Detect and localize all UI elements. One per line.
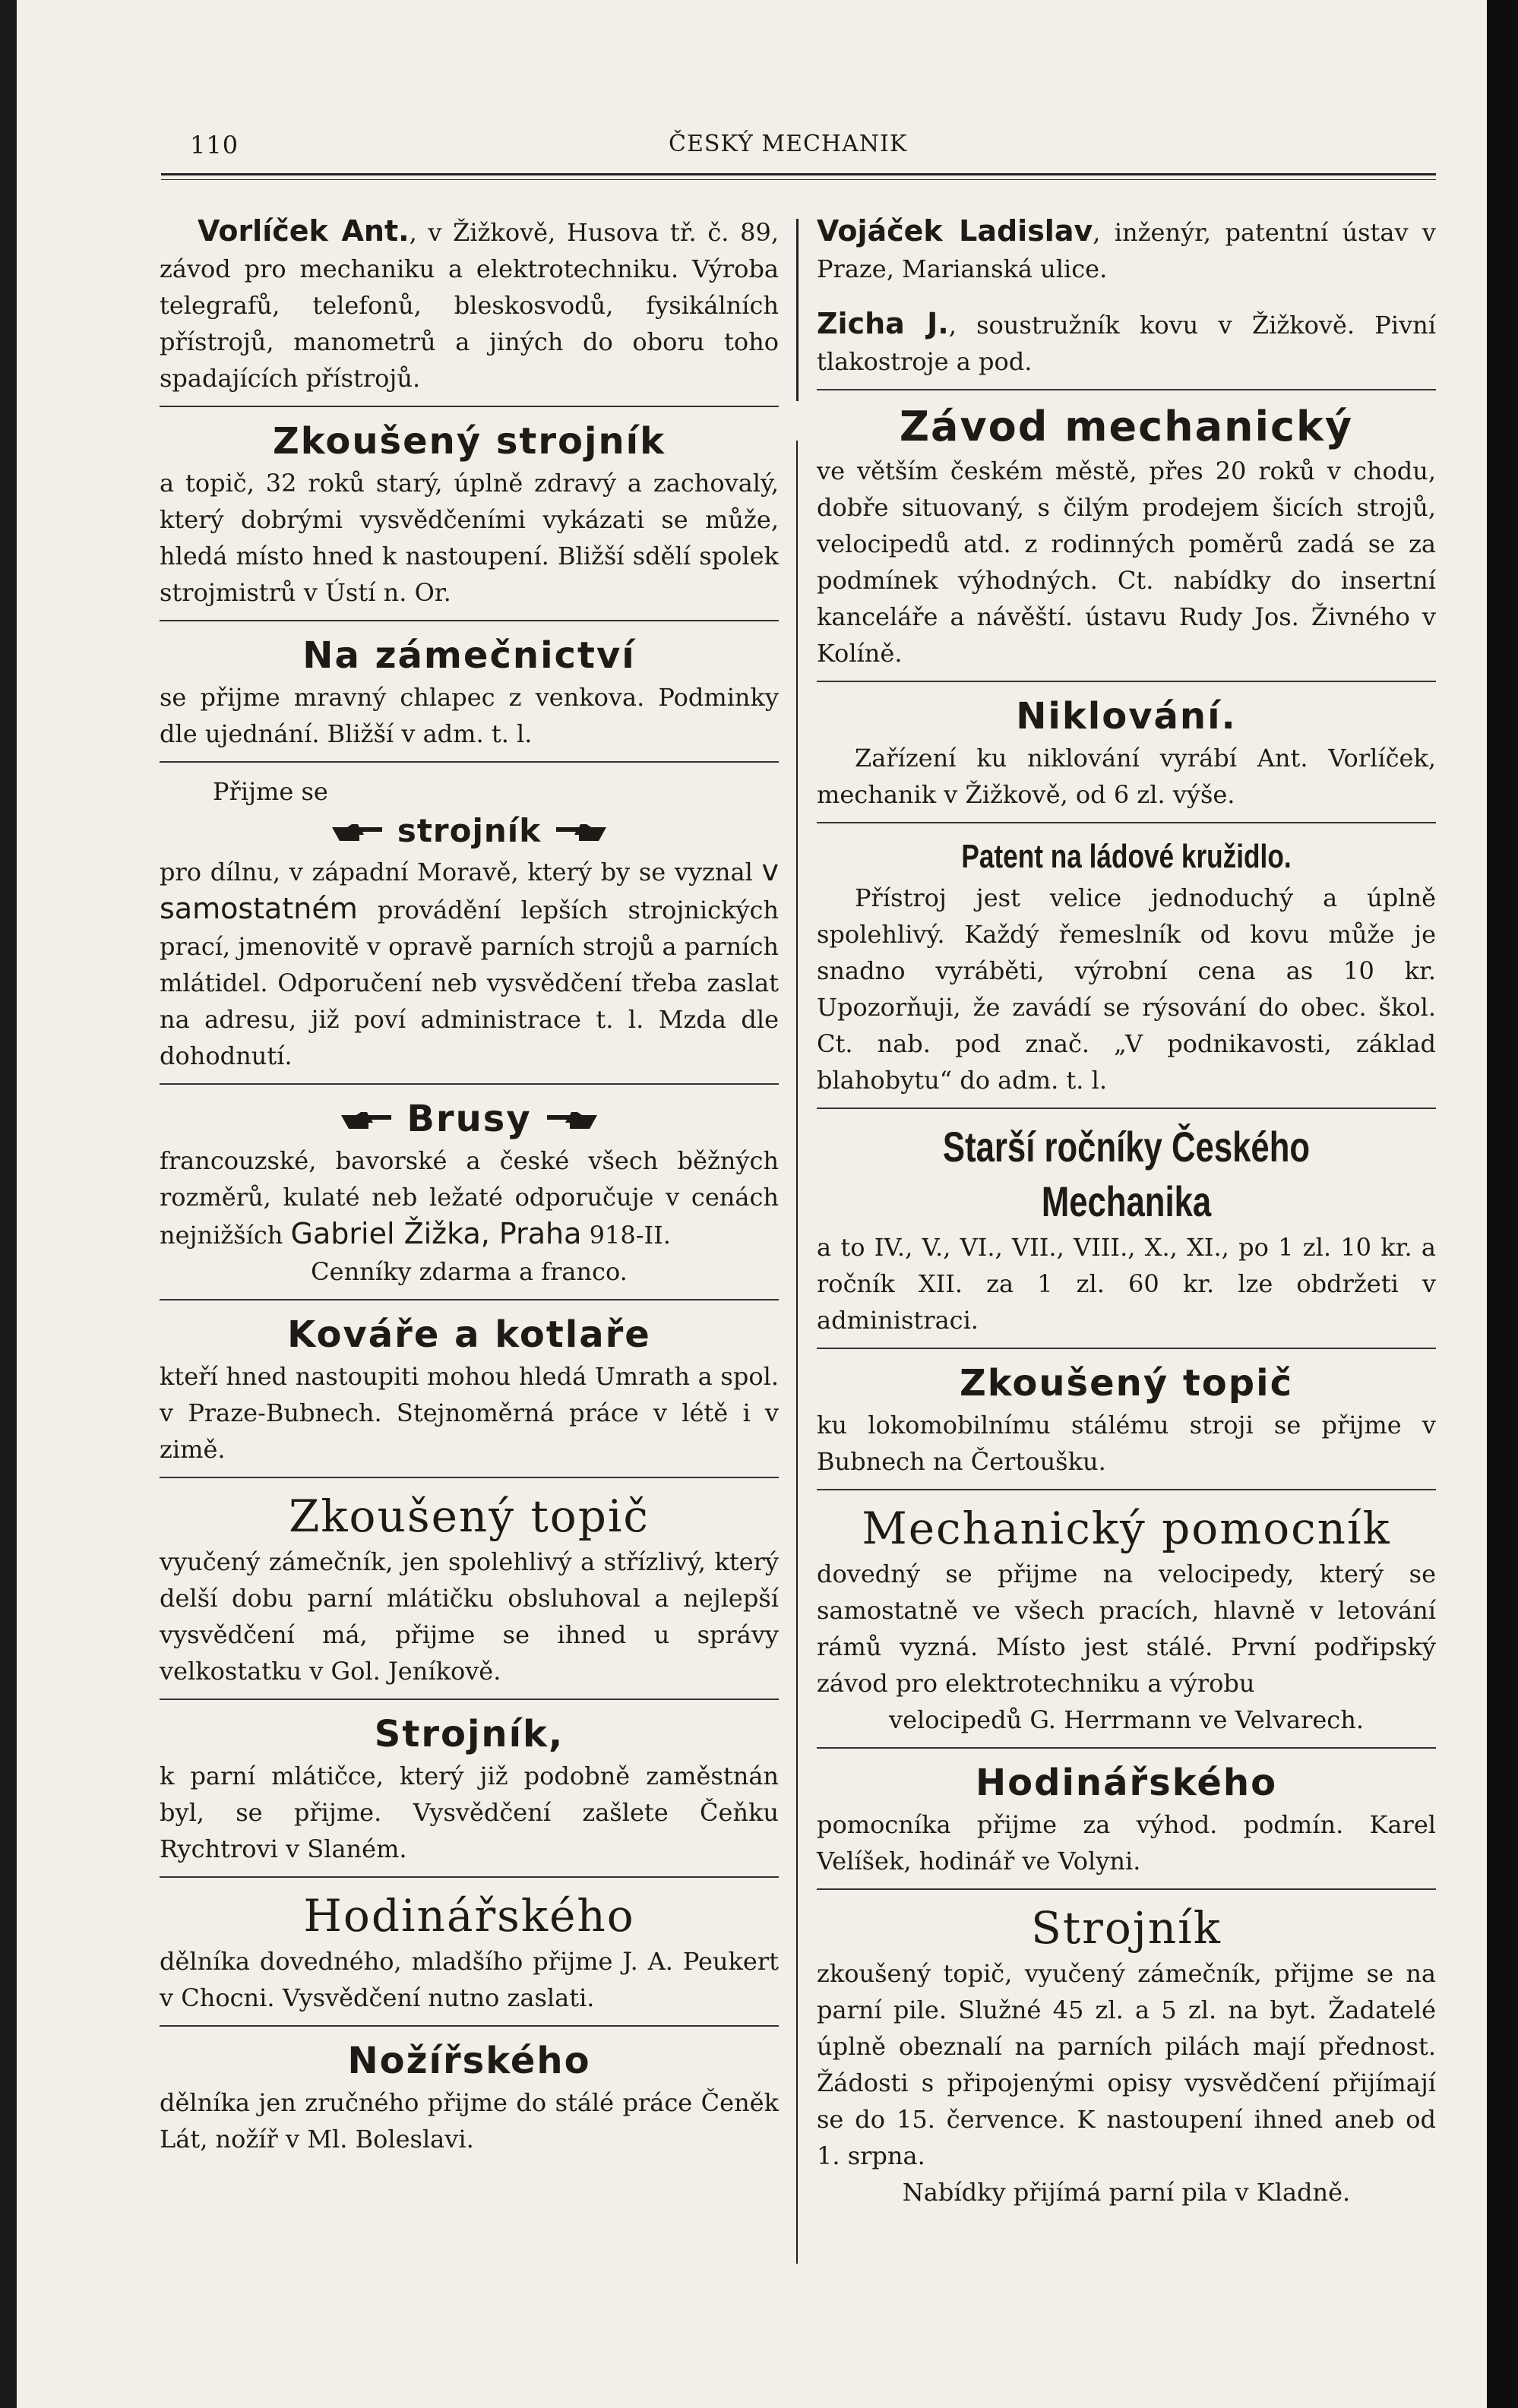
- running-title: ČESKÝ MECHANIK: [669, 131, 908, 157]
- ad-text: pro dílnu, v západní Moravě, který by se vyznal: [160, 858, 762, 886]
- separator: [817, 1489, 1436, 1490]
- ad-vojacek: [817, 213, 1436, 287]
- ad-title: Starší ročníky Českého Mechanika: [942, 1123, 1311, 1225]
- separator: [160, 1299, 779, 1300]
- ad-text: k parní mlátičce, který již podobně zaměstnán byl, se přijme. Vysvědčení zašlete Čeňku Rychtrovi v Slaném.: [160, 1762, 779, 1863]
- ad-zicha: [817, 305, 1436, 380]
- ad-title: Zkoušený topič: [959, 1362, 1294, 1405]
- ad-text: vyučený zámečník, jen spolehlivý a střízlivý, který delší dobu parní mlátičku obsluhoval a nejlepší vysvědčení má, přijme se ihned u správy velkostatku v Gol. Jeníkově.: [160, 1547, 779, 1686]
- pointing-hand-right-icon: [340, 1109, 393, 1133]
- separator: [817, 1888, 1436, 1890]
- page-number: 110: [190, 131, 239, 160]
- separator: [160, 1083, 779, 1085]
- ad-text: kteří hned nastoupiti mohou hledá Umrath a spol. v Praze-Bubnech. Stejnoměrná práce v létě i v zimě.: [160, 1362, 779, 1464]
- pointing-hand-left-icon: [555, 821, 608, 845]
- left-column: [160, 213, 779, 2157]
- separator: [817, 822, 1436, 823]
- ad-text: francouzské, bavorské a české všech běžných rozměrů, kulaté neb ležaté odporučuje v cenách nejnižších: [160, 1146, 779, 1250]
- header-rule: [161, 173, 1436, 175]
- ad-title: Kováře a kotlaře: [287, 1313, 651, 1356]
- ad-text: provádění lepších strojnických prací, jmenovitě v opravě parních strojů a parních mlátidel. Odporučení neb vysvědčení třeba zaslat na adresu, již poví administrace t. l. Mzda dle dohodnutí.: [160, 896, 779, 1070]
- ad-kovare: [160, 1311, 779, 1468]
- ad-text: Cenníky zdarma a franco.: [311, 1257, 628, 1286]
- firm-name: Gabriel Žižka, Praha: [290, 1217, 582, 1250]
- ad-title: Hodinářského: [975, 1762, 1278, 1804]
- ad-title: Mechanický pomocník: [862, 1503, 1391, 1554]
- ad-patent: [817, 834, 1436, 1098]
- ad-text: , v Žižkově, Husova tř. č. 89, závod pro mechaniku a elektrotechniku. Výroba telegrafů, telefonů, bleskosvodů, fysikálních přístrojů, manometrů a jiných do oboru toho spadajících přístrojů.: [160, 218, 779, 393]
- separator: [817, 1348, 1436, 1349]
- ad-text-emphasis: v samostatném: [160, 854, 779, 925]
- separator: [160, 406, 779, 407]
- ad-title: Brusy: [406, 1098, 532, 1140]
- ad-text: Přístroj jest velice jednoduchý a úplně spolehlivý. Každý řemeslník od kovu může je snadno vyráběti, výrobní cena as 10 kr. Upozorňuji, že zavádí se rýsování do obec. škol. Ct. nab. pod znač. „V podnikavosti, základ blahobytu“ do adm. t. l.: [817, 883, 1436, 1095]
- advertiser-name: Vojáček Ladislav: [817, 214, 1093, 248]
- ad-hodinarskeho-2: [817, 1759, 1436, 1879]
- scan-edge: [1487, 0, 1518, 2408]
- ad-text: dělníka jen zručného přijme do stálé práce Čeněk Lát, nožíř v Ml. Boleslavi.: [160, 2088, 779, 2154]
- ad-text: 918-II.: [581, 1221, 671, 1250]
- ad-title: Na zámečnictví: [302, 634, 636, 677]
- ad-title: Závod mechanický: [899, 403, 1354, 450]
- separator: [160, 761, 779, 763]
- ad-title: Patent na ládové kružidlo.: [961, 838, 1292, 875]
- ad-strojnik-morava: [160, 773, 779, 1074]
- ad-zkouseny-topic-2: [817, 1360, 1436, 1480]
- ad-title: Nožířského: [347, 2040, 591, 2082]
- ad-title: Strojník: [1031, 1902, 1222, 1954]
- column-divider: [796, 441, 798, 2264]
- ad-zamecnictvi: [160, 632, 779, 752]
- separator: [817, 1108, 1436, 1109]
- advertiser-name: Zicha J.: [817, 307, 949, 340]
- separator: [160, 1477, 779, 1478]
- ad-title: Niklování.: [1016, 695, 1237, 738]
- ad-title: Zkoušený topič: [289, 1490, 650, 1542]
- ad-brusy: [160, 1095, 779, 1290]
- ad-text: se přijme mravný chlapec z venkova. Podminky dle ujednání. Bližší v adm. t. l.: [160, 683, 779, 748]
- separator: [817, 389, 1436, 390]
- ad-nozirskeho: [160, 2037, 779, 2157]
- ad-text: a to IV., V., VI., VII., VIII., X., XI., po 1 zl. 10 kr. a ročník XII. za 1 zl. 60 kr. lze obdržeti v administraci.: [817, 1233, 1436, 1335]
- pointing-hand-right-icon: [330, 821, 384, 845]
- ad-title: Hodinářského: [303, 1890, 635, 1942]
- ad-zkouseny-strojnik: [160, 418, 779, 611]
- ad-niklovani: [817, 693, 1436, 813]
- ad-vorlicek: [160, 213, 779, 397]
- ad-strojnik-kladno: [817, 1901, 1436, 2210]
- separator: [160, 2025, 779, 2027]
- ad-text: ve větším českém městě, přes 20 roků v chodu, dobře situovaný, s čilým prodejem šicích strojů, velocipedů atd. z rodinných poměrů zadá se za podmínek výhodných. Ct. nabídky do insertní kanceláře a návěští. ústavu Rudy Jos. Živného v Kolíně.: [817, 457, 1436, 668]
- ad-text: dělníka dovedného, mladšího přijme J. A. Peukert v Chocni. Vysvědčení nutno zaslati.: [160, 1947, 779, 2012]
- ad-text: dovedný se přijme na velocipedy, který se samostatně ve všech pracích, hlavně v letování rámů vyzná. Místo jest stálé. První podřipský závod pro elektrotechniku a výrobu: [817, 1560, 1436, 1698]
- ad-text: velocipedů G. Herrmann ve Velvarech.: [889, 1705, 1364, 1734]
- separator: [160, 620, 779, 621]
- ad-strojnik-slany: [160, 1711, 779, 1867]
- ad-text: zkoušený topič, vyučený zámečník, přijme se na parní pile. Služné 45 zl. a 5 zl. na byt. Žadatelé úplně obeznalí na parních pilách mají přednost. Žádosti s připojenými opisy vysvědčení přijímají se do 15. července. K nastoupení ihned aneb od 1. srpna.: [817, 1959, 1436, 2170]
- separator: [160, 1699, 779, 1700]
- header-rule-thin: [161, 179, 1436, 180]
- pointing-hand-left-icon: [546, 1109, 599, 1133]
- right-column: [817, 213, 1436, 2210]
- separator: [160, 1876, 779, 1878]
- ad-text: Nabídky přijímá parní pila v Kladně.: [902, 2178, 1351, 2207]
- ad-intro: Přijme se: [213, 777, 328, 806]
- separator: [817, 1747, 1436, 1749]
- ad-zavod: [817, 401, 1436, 672]
- ad-starsi-rocniky: [817, 1120, 1436, 1338]
- advertiser-name: Vorlíček Ant.: [198, 214, 410, 248]
- ad-title: Zkoušený strojník: [272, 420, 666, 463]
- ad-text: pomocníka přijme za výhod. podmín. Karel Velíšek, hodinář ve Volyni.: [817, 1810, 1436, 1876]
- ad-text: , inženýr, patentní ústav v Praze, Marianská ulice.: [817, 218, 1436, 283]
- ad-text: Zařízení ku niklování vyrábí Ant. Vorlíček, mechanik v Žižkově, od 6 zl. výše.: [817, 744, 1436, 809]
- column-divider: [796, 219, 799, 401]
- ad-text: ku lokomobilnímu stálému stroji se přijme v Bubnech na Čertoušku.: [817, 1411, 1436, 1476]
- ad-title: strojník: [397, 812, 542, 849]
- ad-mechanicky-pomocnik: [817, 1501, 1436, 1738]
- ad-text: , soustružník kovu v Žižkově. Pivní tlakostroje a pod.: [817, 311, 1436, 376]
- ad-text: a topič, 32 roků starý, úplně zdravý a zachovalý, který dobrými vysvědčeními vykázati se může, hledá místo hned k nastoupení. Bližší sdělí spolek strojmistrů v Ústí n. Or.: [160, 469, 779, 607]
- ad-zkouseny-topic: [160, 1489, 779, 1689]
- page-header: [190, 131, 1436, 161]
- ad-hodinarskeho: [160, 1888, 779, 2016]
- ad-title: Strojník,: [374, 1713, 565, 1755]
- separator: [817, 681, 1436, 682]
